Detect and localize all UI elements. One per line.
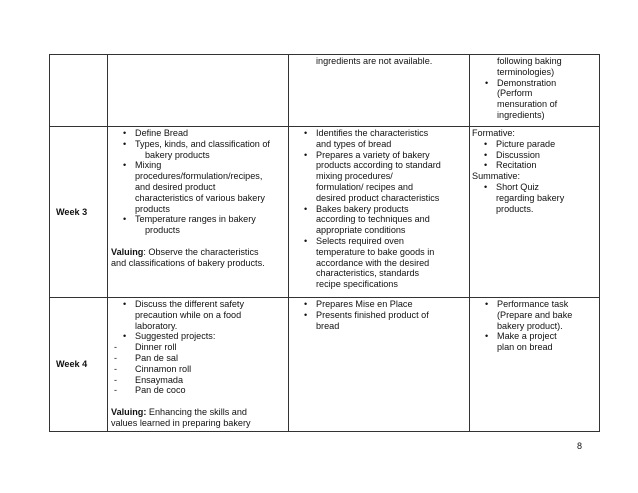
assessment-cell [470,298,600,432]
list-item: • Presents finished product of bread [292,310,466,332]
standards-cell [289,298,470,432]
content-cell [108,127,289,298]
list-item: - Pan de coco [111,385,285,396]
list-item: • Discuss the different safety precaution while on a food laboratory. [111,299,285,331]
valuing-text-cont: and classifications of bakery products. [111,257,265,268]
bullet-list [292,128,466,290]
page-number: 8 [576,441,582,451]
table-row-week-3 [50,127,600,298]
list-item: • Bakes bakery products according to techniques and appropriate conditions [292,204,466,236]
content-cell [108,298,289,432]
list-item: • Identifies the characteristics and types of bread [292,128,466,150]
project-list [111,342,285,396]
list-item: • Prepares a variety of bakery products according to standard mixing procedures/ formulation/ recipes and desired product characteristics [292,150,466,204]
list-item: - Ensaymada [111,375,285,386]
assessment-cell [470,127,600,298]
valuing-text: Valuing: Enhancing the skills and [111,407,247,418]
valuing-text-cont: values learned in preparing bakery [111,417,251,428]
list-item: • Picture parade [472,139,596,150]
curriculum-guide-table [49,54,600,432]
list-item: • Discussion [472,150,596,161]
list-item: • Temperature ranges in bakery products [111,214,285,236]
text-line: following baking [497,56,562,66]
bullet-list [472,182,596,214]
summative-label: Summative: [472,171,521,182]
bullet-list [472,139,596,171]
text-line: terminologies) [497,66,555,77]
list-item: • Performance task (Prepare and bake bakery product). [473,299,596,331]
table-row-week-4 [50,298,600,432]
list-item: • Demonstration (Perform mensuration of ingredients) [473,78,596,121]
formative-label: Formative: [472,128,515,138]
list-item: • Short Quiz regarding bakery products. [472,182,596,214]
standards-cell [289,127,470,298]
valuing-text: Valuing: Observe the characteristics [111,246,259,257]
list-item: - Cinnamon roll [111,364,285,375]
week-cell [50,55,108,127]
list-item: - Pan de sal [111,353,285,364]
week-label: Week 3 [50,127,108,298]
text-line: ingredients are not available. [316,56,433,66]
bullet-list [111,128,285,236]
list-item: • Define Bread [111,128,285,139]
list-item: • Types, kinds, and classification of bakery products [111,139,285,161]
list-item: • Prepares Mise en Place [292,299,466,310]
bullet-list [292,299,466,331]
assessment-cell [470,55,600,127]
list-item: • Suggested projects: [111,331,285,342]
list-item: • Recitation [472,160,596,171]
table-row-continuation [50,55,600,127]
list-item: • Mixing procedures/formulation/recipes, and desired product characteristics of various bakery products [111,160,285,214]
list-item: • Selects required oven temperature to bake goods in accordance with the desired characteristics, standards recipe specifications [292,236,466,290]
content-cell [108,55,289,127]
bullet-list [111,299,285,342]
list-item: • Make a project plan on bread [473,331,596,353]
bullet-list [473,78,596,121]
standards-cell [289,55,470,127]
list-item: - Dinner roll [111,342,285,353]
week-label: Week 4 [50,298,108,432]
bullet-list [473,299,596,353]
